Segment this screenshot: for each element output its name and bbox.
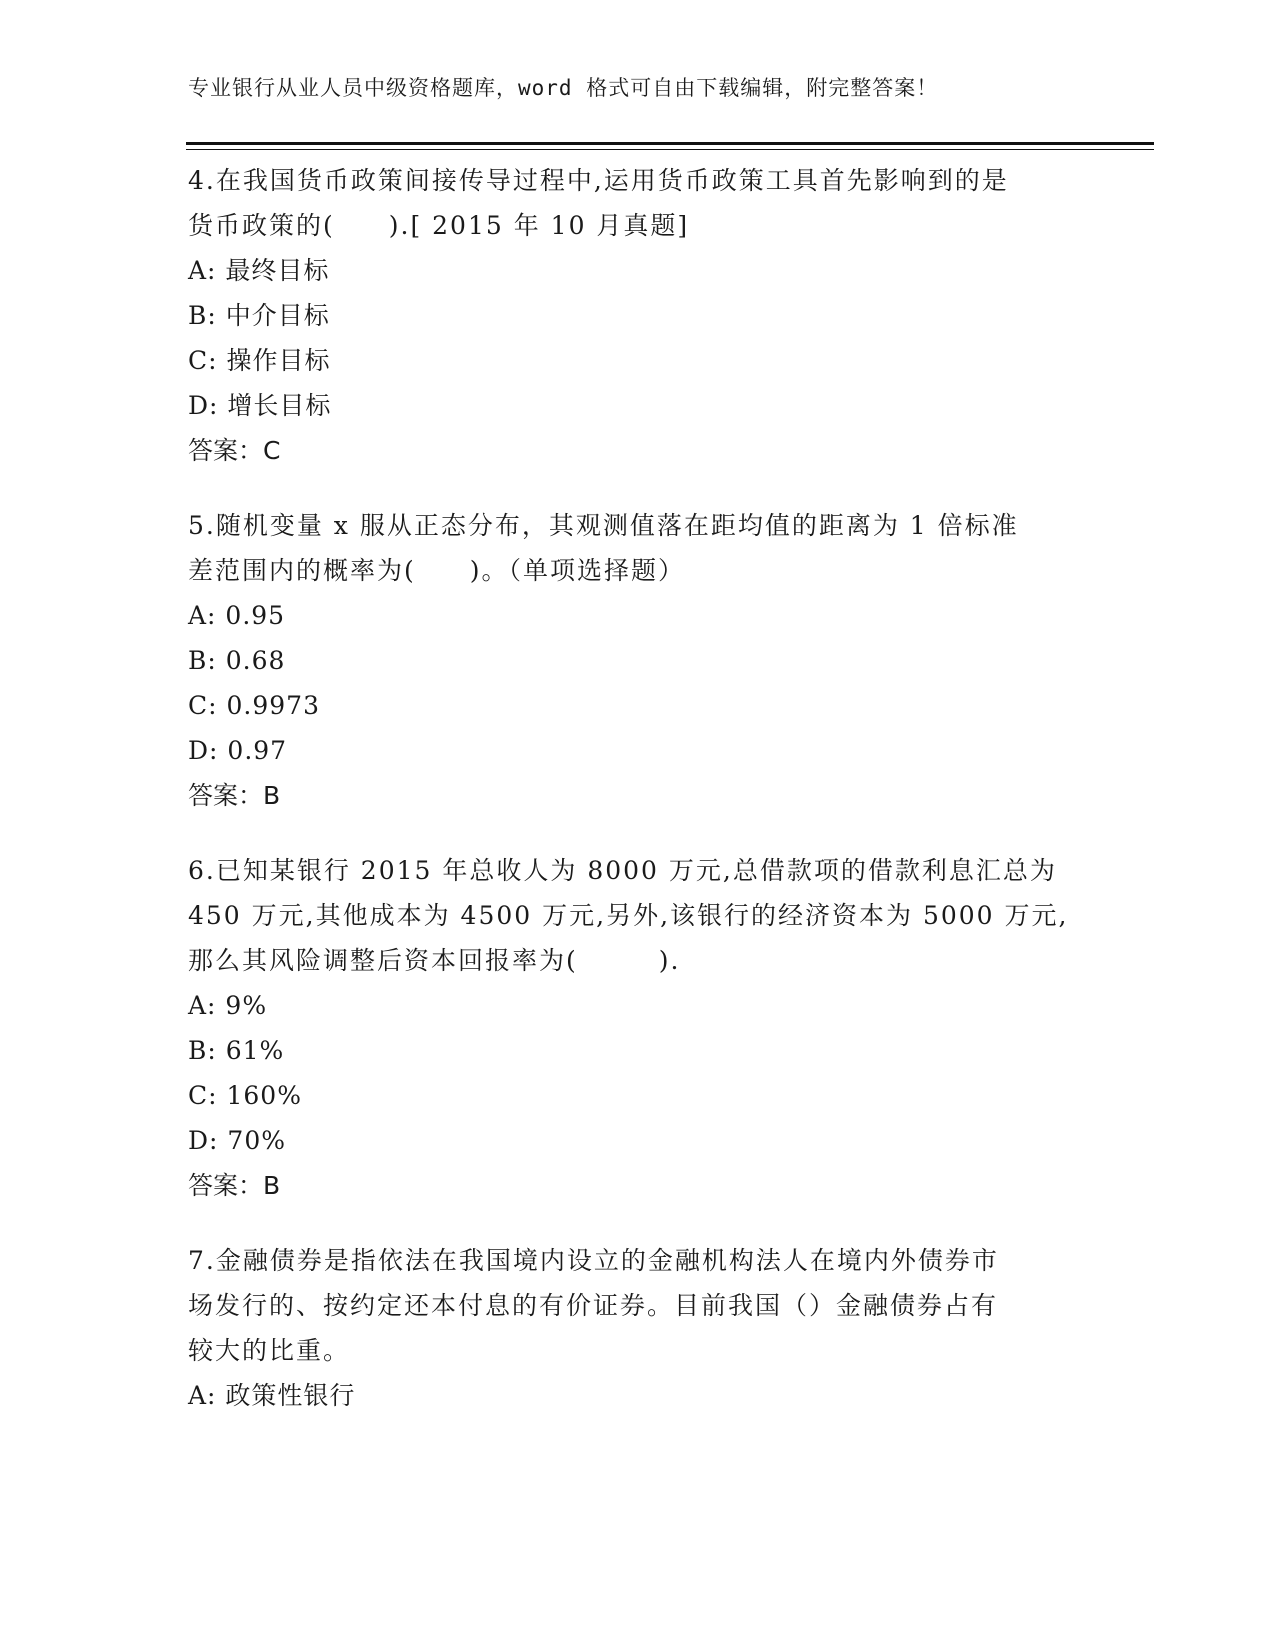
question-6 <box>188 848 1088 1208</box>
header-rule-thick <box>186 142 1154 145</box>
option-a: A: 政策性银行 <box>188 1381 356 1410</box>
page-header: 专业银行从业人员中级资格题库，word 格式可自由下载编辑，附完整答案！ <box>188 76 939 100</box>
question-text: 6.已知某银行 2015 年总收人为 8000 万元,总借款项的借款利息汇总为 <box>188 856 1057 885</box>
question-text: 那么其风险调整后资本回报率为( ). <box>188 946 681 975</box>
question-text: 较大的比重。 <box>188 1336 351 1365</box>
question-text: 4.在我国货币政策间接传导过程中,运用货币政策工具首先影响到的是 <box>188 166 1009 195</box>
option-a: A: 最终目标 <box>188 256 330 285</box>
question-text: 差范围内的概率为( )。（单项选择题） <box>188 556 686 585</box>
question-text: 货币政策的( ).[ 2015 年 10 月真题] <box>188 211 690 240</box>
question-text: 450 万元,其他成本为 4500 万元,另外,该银行的经济资本为 5000 万元, <box>188 901 1069 930</box>
question-text: 场发行的、按约定还本付息的有价证券。目前我国（）金融债券占有 <box>188 1291 999 1320</box>
answer: 答案：B <box>188 781 281 810</box>
option-c: C: 操作目标 <box>188 346 331 375</box>
option-c: C: 0.9973 <box>188 691 320 720</box>
option-d: D: 增长目标 <box>188 391 332 420</box>
option-b: B: 中介目标 <box>188 301 330 330</box>
option-b: B: 0.68 <box>188 646 286 675</box>
answer: 答案：C <box>188 436 281 465</box>
question-text: 7.金融债券是指依法在我国境内设立的金融机构法人在境内外债券市 <box>188 1246 999 1275</box>
option-d: D: 0.97 <box>188 736 288 765</box>
option-a: A: 0.95 <box>188 601 286 630</box>
question-5 <box>188 503 1088 818</box>
header-rule-thin <box>186 149 1154 150</box>
option-b: B: 61% <box>188 1036 285 1065</box>
option-d: D: 70% <box>188 1126 286 1155</box>
question-4 <box>188 158 1088 473</box>
question-7 <box>188 1238 1088 1418</box>
option-a: A: 9% <box>188 991 268 1020</box>
answer: 答案：B <box>188 1171 281 1200</box>
question-list <box>188 158 1088 1448</box>
option-c: C: 160% <box>188 1081 302 1110</box>
question-text: 5.随机变量 x 服从正态分布，其观测值落在距均值的距离为 1 倍标准 <box>188 511 1019 540</box>
